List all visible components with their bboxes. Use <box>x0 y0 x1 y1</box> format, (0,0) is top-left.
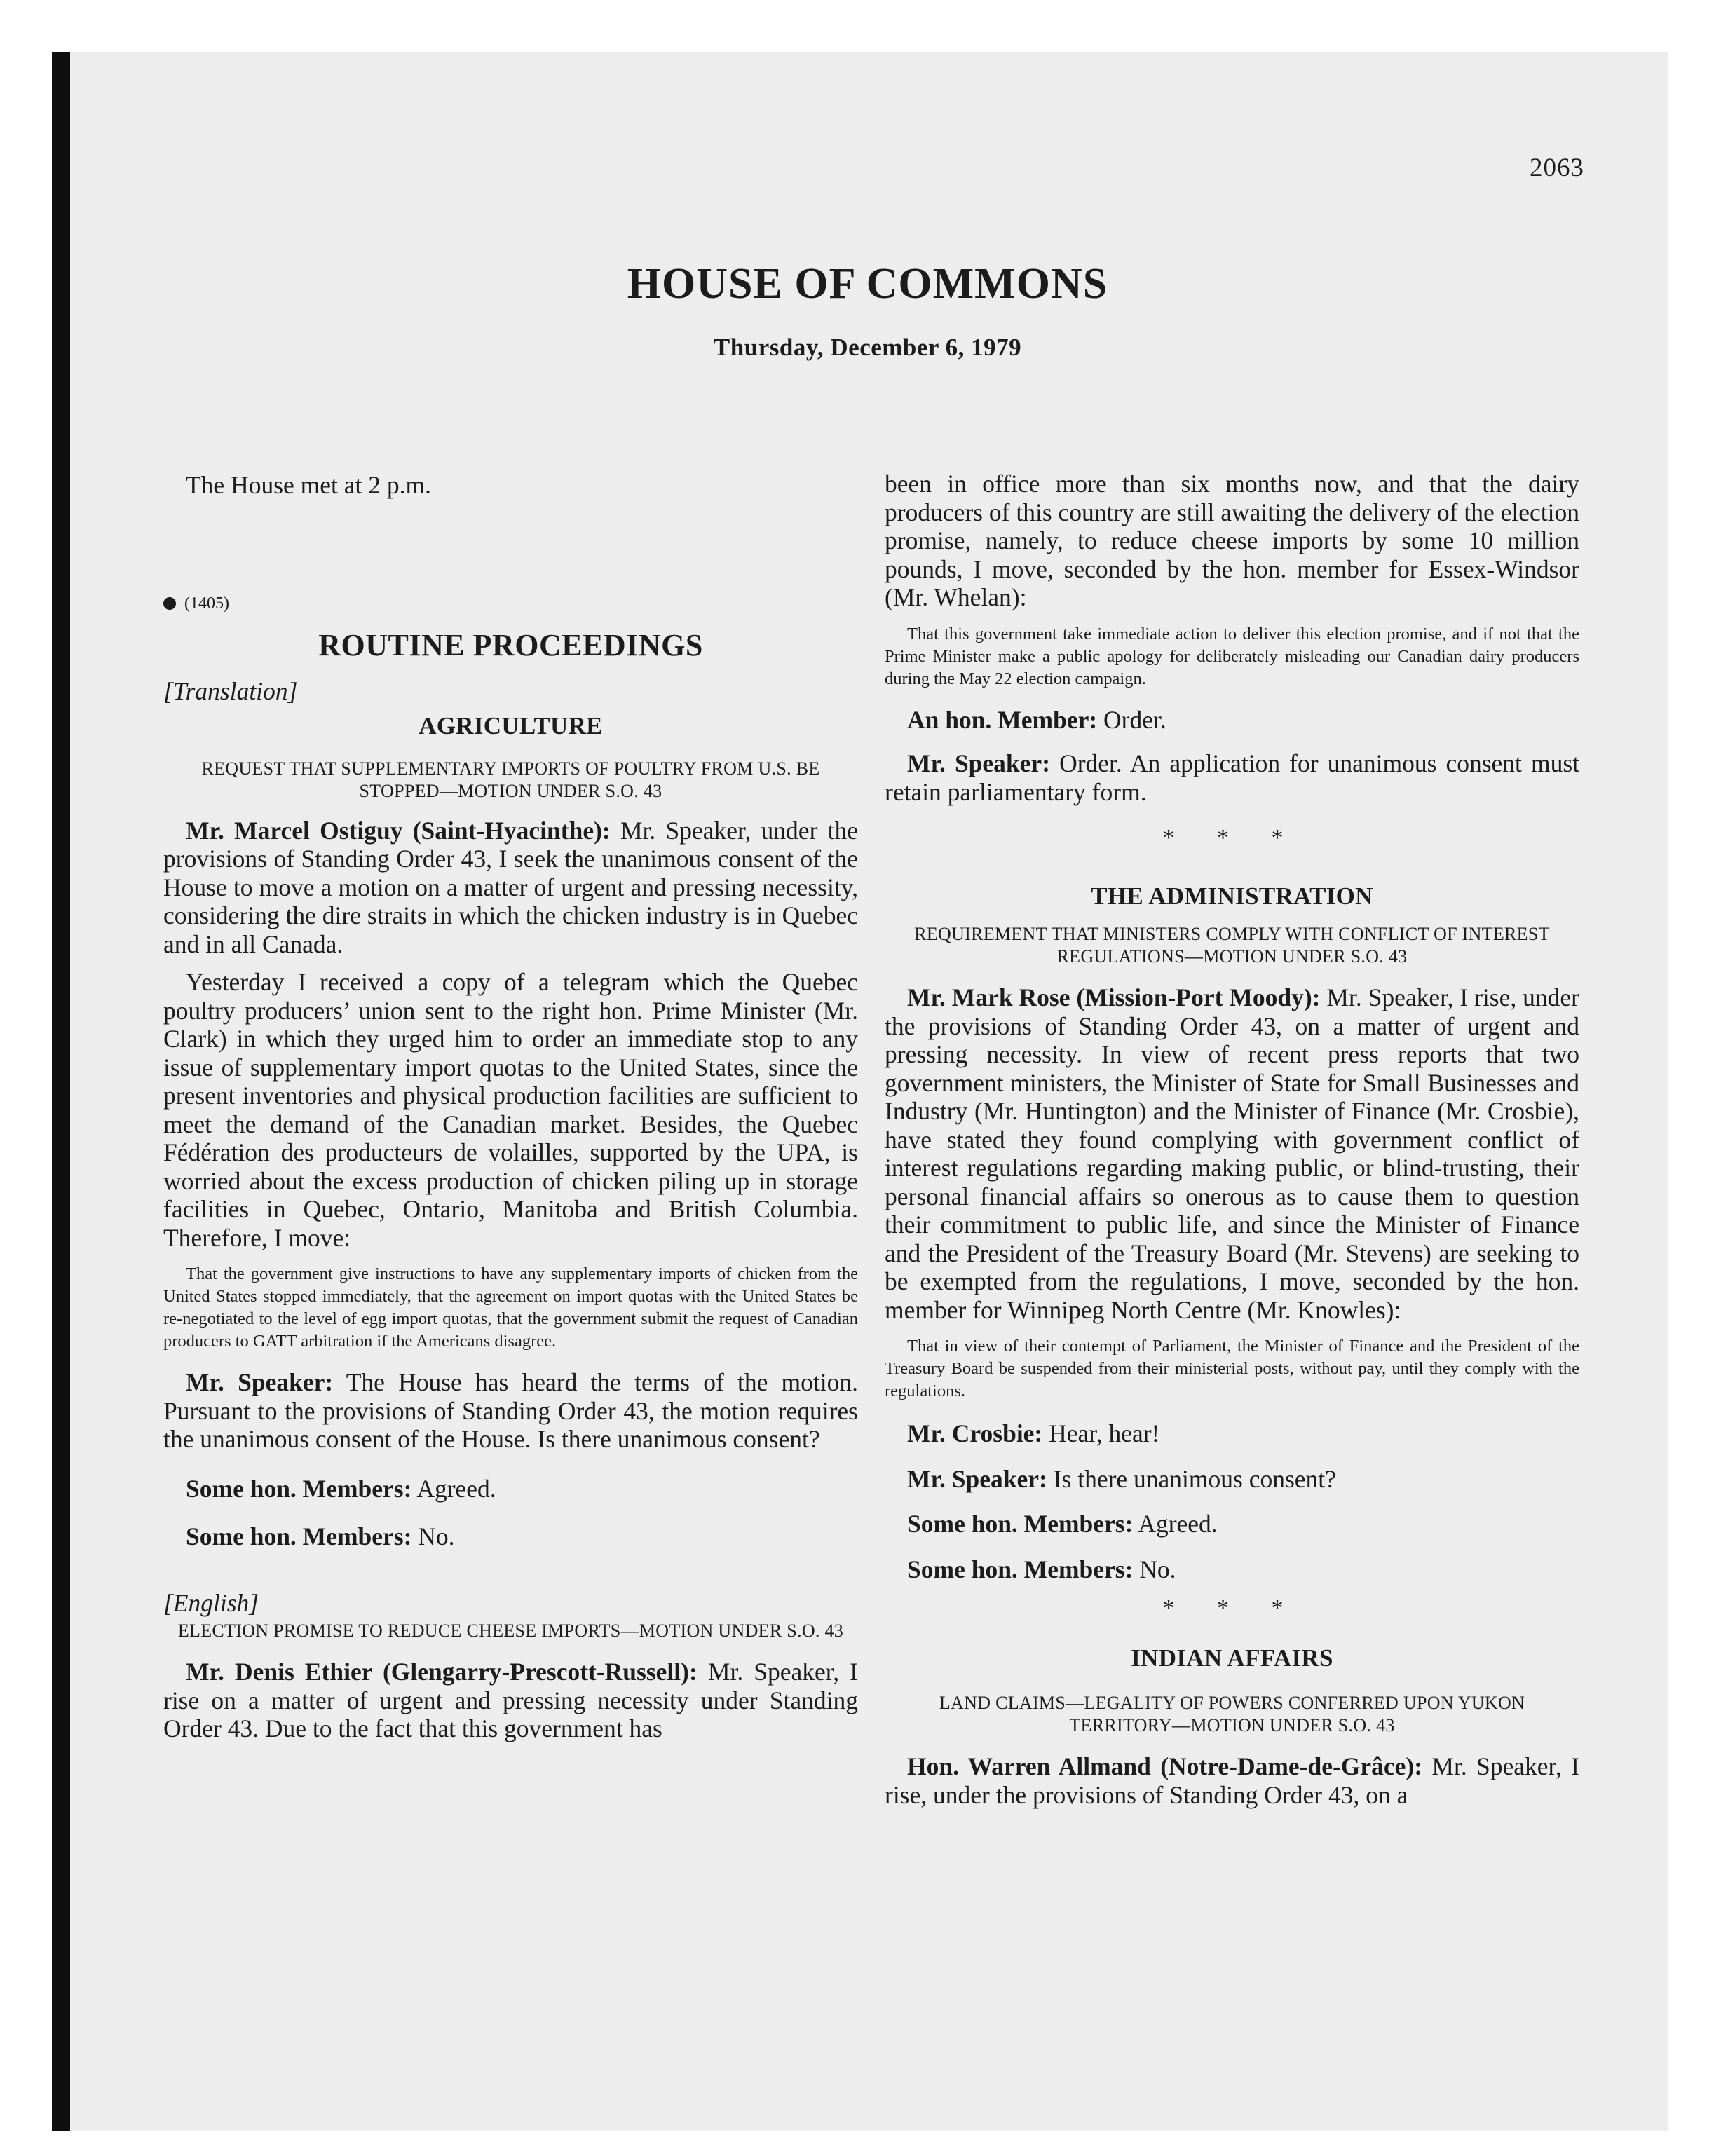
speaker-name: Some hon. Members: <box>907 1555 1134 1583</box>
speech-rose <box>885 983 1579 1324</box>
left-column <box>163 471 858 1743</box>
speech-text: No. <box>1133 1555 1176 1583</box>
members-reply-no <box>885 1555 1579 1584</box>
speech-ostiguy <box>163 817 858 959</box>
speaker-name: Mr. Speaker: <box>186 1368 334 1396</box>
speech-speaker-2 <box>885 749 1579 806</box>
speech-text: Is there unanimous consent? <box>1047 1464 1336 1493</box>
page-number: 2063 <box>1530 153 1584 182</box>
speech-text: The House has heard the terms of the motion. Pursuant to the provisions of Standing Order 43, the motion requires the unanimous consent of the House. Is there unanimous consent? <box>163 1368 859 1453</box>
speech-text: Order. An application for unanimous consent must retain parliamentary form. <box>885 749 1579 806</box>
speaker-name: Mr. Speaker: <box>907 1464 1047 1493</box>
speech-ethier <box>163 1658 858 1743</box>
motion-cheese: That this government take immediate action to deliver this election promise, and if not that the Prime Minister make a public apology for deliberately misleading our Canadian dairy producers during the May 22 election campaign. <box>885 624 1579 688</box>
speaker-name: Mr. Speaker: <box>907 749 1051 777</box>
language-note: [Translation] <box>163 676 298 705</box>
speech-allmand <box>885 1752 1579 1809</box>
section-separator: * * * <box>1162 1595 1302 1621</box>
speech-text: Mr. Speaker, I rise on a matter of urgent and pressing necessity under Standing Order 43. Due to the fact that this government has <box>163 1658 858 1742</box>
bullet-icon <box>163 597 176 610</box>
section-separator: * * * <box>1162 825 1302 851</box>
speech-text: Agreed. <box>411 1474 496 1503</box>
speech-text: Mr. Speaker, I rise, under the provisions of Standing Order 43, on a <box>885 1752 1579 1809</box>
speaker-name: Mr. Marcel Ostiguy (Saint-Hyacinthe): <box>186 816 611 845</box>
motion-ministers: That in view of their contempt of Parliament, the Minister of Finance and the President of the Treasury Board be suspended from their ministerial posts, without pay, until they comply with the regulations. <box>885 1337 1579 1400</box>
time-stamp <box>163 589 858 618</box>
speaker-name: An hon. Member: <box>907 705 1098 734</box>
speech-text: Hear, hear! <box>1042 1419 1160 1447</box>
speaker-name: Hon. Warren Allmand (Notre-Dame-de-Grâce): <box>907 1752 1423 1780</box>
subject-heading-administration: THE ADMINISTRATION <box>1091 882 1373 910</box>
time-stamp-label: (1405) <box>184 594 229 613</box>
page-title: HOUSE OF COMMONS <box>627 260 1108 308</box>
right-column <box>885 470 1579 1809</box>
subheading-conflict-of-interest: REQUIREMENT THAT MINISTERS COMPLY WITH CONFLICT OF INTEREST REGULATIONS—MOTION UNDER S.O. 43 <box>914 924 1550 967</box>
speech-text: No. <box>411 1522 455 1550</box>
scan-edge-shadow <box>52 52 70 2131</box>
subheading-land-claims: LAND CLAIMS—LEGALITY OF POWERS CONFERRED UPON YUKON TERRITORY—MOTION UNDER S.O. 43 <box>939 1693 1525 1735</box>
speaker-name: Some hon. Members: <box>907 1510 1134 1538</box>
speech-ethier-continued: been in office more than six months now, and that the dairy producers of this country are still awaiting the delivery of the election promise, namely, to reduce cheese imports by some 10 million pounds, I move, seconded by the hon. member for Essex-Windsor (Mr. Whelan): <box>885 470 1579 611</box>
speech-speaker-3 <box>885 1465 1579 1494</box>
members-reply-no <box>163 1522 858 1551</box>
speech-ostiguy-continued: Yesterday I received a copy of a telegram which the Quebec poultry producers’ union sent to the right hon. Prime Minister (Mr. Clark) in which they urged him to order an immediate stop to any issue of supplementary import quotas to the United States, since the present inventories and physical production facilities are sufficient to meet the demand of the Canadian market. Besides, the Quebec Fédération des producteurs de volailles, supported by the UPA, is worried about the excess production of chicken piling up in storage facilities in Quebec, Ontario, Manitoba and British Columbia. Therefore, I move: <box>163 968 858 1252</box>
subject-heading-indian-affairs: INDIAN AFFAIRS <box>1131 1644 1333 1672</box>
speaker-name: Some hon. Members: <box>186 1522 412 1550</box>
speaker-name: Mr. Mark Rose (Mission-Port Moody): <box>907 983 1321 1011</box>
subheading-poultry-imports: REQUEST THAT SUPPLEMENTARY IMPORTS OF POULTRY FROM U.S. BE STOPPED—MOTION UNDER S.O. 43 <box>201 758 820 801</box>
speaker-name: Mr. Denis Ethier (Glengarry-Prescott-Russell): <box>186 1658 698 1686</box>
speech-text: Mr. Speaker, under the provisions of Standing Order 43, I seek the unanimous consent of the House to move a motion on a matter of urgent and pressing necessity, considering the dire straits in which the chicken industry is in Quebec and in all Canada. <box>163 816 858 958</box>
speaker-name: Some hon. Members: <box>186 1474 412 1503</box>
subject-heading-agriculture: AGRICULTURE <box>419 712 603 739</box>
members-reply-agreed <box>163 1475 858 1503</box>
member-interjection-order <box>885 706 1579 735</box>
speech-text: Order. <box>1097 705 1166 734</box>
speaker-name: Mr. Crosbie: <box>907 1419 1043 1447</box>
subheading-cheese-imports: ELECTION PROMISE TO REDUCE CHEESE IMPORTS—MOTION UNDER S.O. 43 <box>177 1621 844 1641</box>
section-heading-routine-proceedings: ROUTINE PROCEEDINGS <box>318 628 703 662</box>
speech-speaker-1 <box>163 1368 858 1454</box>
interjection-crosbie <box>885 1419 1579 1448</box>
language-note: [English] <box>163 1588 259 1617</box>
speech-text: Mr. Speaker, I rise, under the provisions of Standing Order 43, on a matter of urgent and pressing necessity. In view of recent press reports that two government ministers, the Minister of State for Small Businesses and Industry (Mr. Huntington) and the Minister of Finance (Mr. Crosbie), have stated they found complying with government conflict of interest regulations regarding making public, or blind-trusting, their personal financial affairs so onerous as to cause them to question their commitment to public life, and since the Minister of Finance and the President of the Treasury Board (Mr. Stevens) are seeking to be exempted from the regulations, I move, seconded by the hon. member for Winnipeg North Centre (Mr. Knowles): <box>885 983 1579 1324</box>
opening-line: The House met at 2 p.m. <box>186 471 431 499</box>
motion-poultry: That the government give instructions to have any supplementary imports of chicken from the United States stopped immediately, that the agreement on import quotas with the United States be re-negotiated to the level of egg import quotas, that the government submit the request of Canadian producers to GATT arbitration if the Americans disagree. <box>163 1264 858 1351</box>
members-reply-agreed <box>885 1510 1579 1538</box>
speech-text: Agreed. <box>1133 1510 1218 1538</box>
sitting-date: Thursday, December 6, 1979 <box>713 334 1022 361</box>
